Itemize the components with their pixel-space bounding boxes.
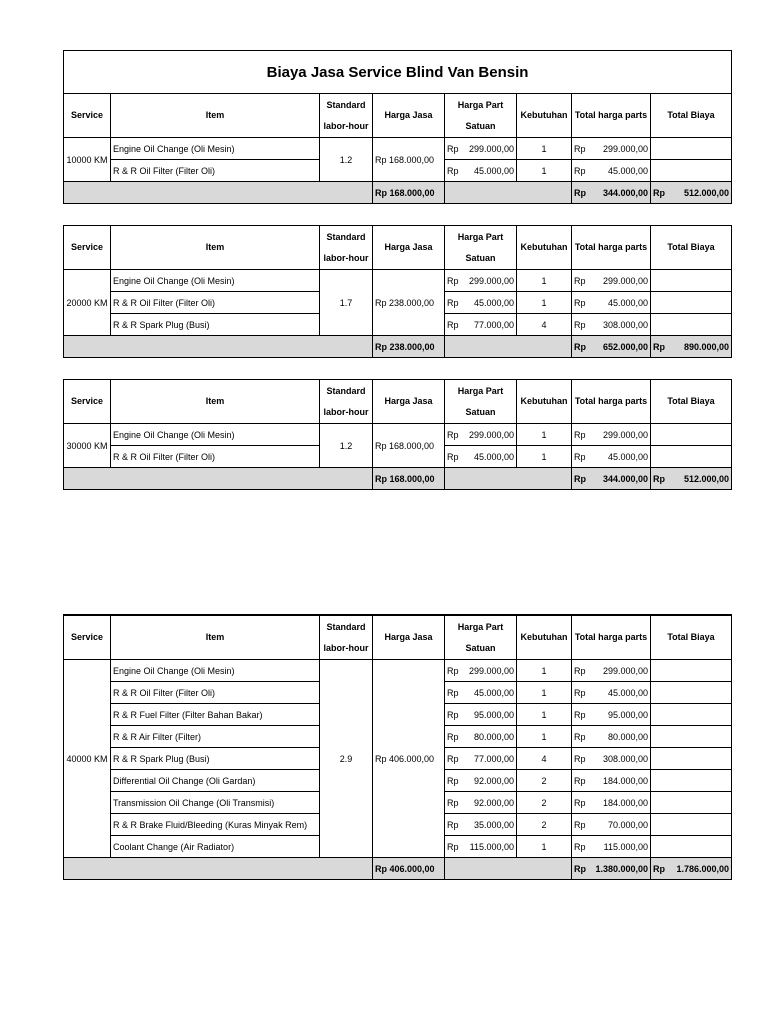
header-service: Service (64, 226, 111, 270)
amount-value: 115.000,00 (603, 841, 648, 852)
currency-label: Rp (574, 775, 586, 786)
total-spacer (445, 182, 572, 204)
item-name: Differential Oil Change (Oli Gardan) (111, 770, 320, 792)
header-total-biaya: Total Biaya (651, 226, 732, 270)
total-spacer (64, 858, 373, 880)
header-harga-jasa: Harga Jasa (373, 94, 445, 138)
kebutuhan-qty: 1 (517, 446, 572, 468)
sum-total-biaya (651, 182, 732, 204)
kebutuhan-qty: 1 (517, 270, 572, 292)
header-service: Service (64, 380, 111, 424)
kebutuhan-qty: 1 (517, 682, 572, 704)
total-row (64, 858, 732, 880)
kebutuhan-qty: 1 (517, 160, 572, 182)
header-total-biaya: Total Biaya (651, 380, 732, 424)
total-spacer (64, 182, 373, 204)
total-harga-parts (572, 748, 651, 770)
currency-label: Rp (574, 797, 586, 808)
header-service: Service (64, 615, 111, 660)
currency-label: Rp (574, 665, 586, 676)
item-name: R & R Oil Filter (Filter Oli) (111, 446, 320, 468)
amount-value: 512.000,00 (684, 187, 730, 198)
harga-jasa: Rp 168.000,00 (373, 138, 445, 182)
currency-label: Rp (447, 143, 459, 154)
total-harga-parts (572, 770, 651, 792)
header-labor-line2: labor-hour (323, 252, 369, 263)
currency-label: Rp (574, 753, 586, 764)
currency-label: Rp (447, 665, 459, 676)
header-part-line2: Satuan (465, 120, 496, 131)
total-biaya-empty (651, 682, 732, 704)
total-harga-parts (572, 660, 651, 682)
harga-part (445, 748, 517, 770)
item-name: R & R Brake Fluid/Bleeding (Kuras Minyak Rem) (111, 814, 320, 836)
item-name: Engine Oil Change (Oli Mesin) (111, 660, 320, 682)
item-name: R & R Oil Filter (Filter Oli) (111, 682, 320, 704)
amount-value: 299.000,00 (468, 143, 514, 154)
labor-hour: 2.9 (320, 660, 373, 858)
currency-label: Rp (574, 319, 586, 330)
total-spacer (445, 858, 572, 880)
harga-part (445, 792, 517, 814)
item-name: R & R Fuel Filter (Filter Bahan Bakar) (111, 704, 320, 726)
harga-part (445, 446, 517, 468)
kebutuhan-qty: 2 (517, 770, 572, 792)
kebutuhan-qty: 4 (517, 748, 572, 770)
harga-part (445, 424, 517, 446)
header-total-parts: Total harga parts (572, 615, 651, 660)
item-name: Engine Oil Change (Oli Mesin) (111, 424, 320, 446)
service-interval: 20000 KM (64, 270, 111, 336)
currency-label: Rp (447, 319, 459, 330)
header-service: Service (64, 94, 111, 138)
service-table (63, 614, 732, 880)
total-biaya-empty (651, 314, 732, 336)
currency-label: Rp (447, 687, 459, 698)
total-biaya-empty (651, 292, 732, 314)
currency-label: Rp (574, 687, 586, 698)
currency-label: Rp (574, 429, 586, 440)
header-total-parts: Total harga parts (572, 226, 651, 270)
sum-total-parts (572, 858, 651, 880)
currency-label: Rp (574, 341, 586, 352)
sum-harga-jasa: Rp 406.000,00 (373, 858, 445, 880)
service-table-block (63, 225, 731, 358)
harga-jasa: Rp 406.000,00 (373, 660, 445, 858)
header-labor (320, 380, 373, 424)
service-interval: 40000 KM (64, 660, 111, 858)
currency-label: Rp (447, 797, 459, 808)
header-item: Item (111, 226, 320, 270)
total-harga-parts (572, 726, 651, 748)
header-kebutuhan: Kebutuhan (517, 226, 572, 270)
total-biaya-empty (651, 748, 732, 770)
harga-part (445, 704, 517, 726)
item-name: R & R Air Filter (Filter) (111, 726, 320, 748)
currency-label: Rp (574, 275, 586, 286)
total-spacer (445, 336, 572, 358)
amount-value: 344.000,00 (602, 187, 648, 198)
currency-label: Rp (447, 753, 459, 764)
currency-label: Rp (653, 473, 665, 484)
total-harga-parts (572, 682, 651, 704)
total-biaya-empty (651, 660, 732, 682)
header-part-line1: Harga Part (457, 231, 504, 242)
table-row (64, 270, 732, 292)
amount-value: 1.786.000,00 (676, 863, 729, 874)
amount-value: 308.000,00 (602, 753, 648, 764)
total-biaya-empty (651, 814, 732, 836)
labor-hour: 1.2 (320, 424, 373, 468)
amount-value: 80.000,00 (607, 731, 648, 742)
header-harga-jasa: Harga Jasa (373, 380, 445, 424)
header-part-line2: Satuan (465, 252, 496, 263)
amount-value: 115.000,00 (469, 841, 514, 852)
currency-label: Rp (653, 341, 665, 352)
header-labor-line2: labor-hour (323, 406, 369, 417)
header-kebutuhan: Kebutuhan (517, 380, 572, 424)
total-harga-parts (572, 792, 651, 814)
total-harga-parts (572, 836, 651, 858)
amount-value: 299.000,00 (602, 665, 648, 676)
total-harga-parts (572, 446, 651, 468)
amount-value: 344.000,00 (602, 473, 648, 484)
amount-value: 299.000,00 (602, 275, 648, 286)
sum-harga-jasa: Rp 168.000,00 (373, 182, 445, 204)
header-item: Item (111, 615, 320, 660)
header-harga-part (445, 380, 517, 424)
harga-jasa: Rp 238.000,00 (373, 270, 445, 336)
header-part-line2: Satuan (465, 406, 496, 417)
currency-label: Rp (447, 731, 459, 742)
amount-value: 45.000,00 (607, 451, 648, 462)
amount-value: 80.000,00 (473, 731, 514, 742)
header-harga-part (445, 94, 517, 138)
header-item: Item (111, 380, 320, 424)
currency-label: Rp (653, 863, 665, 874)
amount-value: 299.000,00 (468, 275, 514, 286)
kebutuhan-qty: 1 (517, 424, 572, 446)
table-row (64, 138, 732, 160)
header-labor-line2: labor-hour (323, 642, 369, 653)
currency-label: Rp (447, 429, 459, 440)
sum-harga-jasa: Rp 168.000,00 (373, 468, 445, 490)
total-harga-parts (572, 292, 651, 314)
kebutuhan-qty: 1 (517, 726, 572, 748)
amount-value: 299.000,00 (602, 143, 648, 154)
header-labor (320, 94, 373, 138)
kebutuhan-qty: 2 (517, 792, 572, 814)
total-harga-parts (572, 138, 651, 160)
amount-value: 512.000,00 (683, 473, 729, 484)
item-name: R & R Spark Plug (Busi) (111, 748, 320, 770)
total-biaya-empty (651, 836, 732, 858)
currency-label: Rp (574, 731, 586, 742)
harga-part (445, 726, 517, 748)
service-table-block (63, 379, 731, 490)
amount-value: 299.000,00 (602, 429, 648, 440)
amount-value: 95.000,00 (607, 709, 648, 720)
sum-harga-jasa: Rp 238.000,00 (373, 336, 445, 358)
kebutuhan-qty: 1 (517, 138, 572, 160)
header-harga-part (445, 226, 517, 270)
currency-label: Rp (574, 297, 586, 308)
sum-total-parts (572, 182, 651, 204)
amount-value: 92.000,00 (473, 797, 514, 808)
kebutuhan-qty: 1 (517, 836, 572, 858)
harga-part (445, 314, 517, 336)
total-harga-parts (572, 424, 651, 446)
currency-label: Rp (574, 841, 586, 852)
currency-label: Rp (574, 451, 586, 462)
harga-part (445, 138, 517, 160)
service-table (63, 50, 732, 204)
header-kebutuhan: Kebutuhan (517, 94, 572, 138)
harga-part (445, 836, 517, 858)
total-harga-parts (572, 314, 651, 336)
currency-label: Rp (574, 165, 586, 176)
amount-value: 70.000,00 (607, 819, 648, 830)
sum-total-biaya (651, 858, 732, 880)
sum-total-biaya (651, 468, 732, 490)
currency-label: Rp (447, 275, 459, 286)
harga-part (445, 270, 517, 292)
currency-label: Rp (574, 187, 586, 198)
labor-hour: 1.2 (320, 138, 373, 182)
total-biaya-empty (651, 704, 732, 726)
amount-value: 1.380.000,00 (595, 863, 648, 874)
amount-value: 45.000,00 (473, 451, 514, 462)
currency-label: Rp (447, 841, 459, 852)
service-table (63, 379, 732, 490)
currency-label: Rp (574, 143, 586, 154)
amount-value: 95.000,00 (473, 709, 514, 720)
item-name: Engine Oil Change (Oli Mesin) (111, 270, 320, 292)
amount-value: 92.000,00 (473, 775, 514, 786)
currency-label: Rp (447, 775, 459, 786)
header-part-line1: Harga Part (457, 621, 504, 632)
currency-label: Rp (447, 819, 459, 830)
harga-part (445, 660, 517, 682)
amount-value: 299.000,00 (468, 429, 514, 440)
kebutuhan-qty: 2 (517, 814, 572, 836)
header-harga-jasa: Harga Jasa (373, 615, 445, 660)
item-name: R & R Spark Plug (Busi) (111, 314, 320, 336)
header-labor-line2: labor-hour (323, 120, 369, 131)
currency-label: Rp (447, 165, 459, 176)
currency-label: Rp (447, 709, 459, 720)
service-table (63, 225, 732, 358)
sum-total-biaya (651, 336, 732, 358)
header-part-line2: Satuan (465, 642, 496, 653)
amount-value: 45.000,00 (473, 687, 514, 698)
header-total-parts: Total harga parts (572, 380, 651, 424)
header-total-biaya: Total Biaya (651, 94, 732, 138)
amount-value: 308.000,00 (602, 319, 648, 330)
currency-label: Rp (653, 187, 665, 198)
header-labor (320, 615, 373, 660)
total-harga-parts (572, 814, 651, 836)
service-table-block (63, 50, 731, 204)
total-row (64, 468, 732, 490)
currency-label: Rp (574, 863, 586, 874)
kebutuhan-qty: 1 (517, 292, 572, 314)
header-item: Item (111, 94, 320, 138)
header-harga-jasa: Harga Jasa (373, 226, 445, 270)
kebutuhan-qty: 4 (517, 314, 572, 336)
currency-label: Rp (447, 297, 459, 308)
header-labor-line1: Standard (326, 385, 366, 396)
kebutuhan-qty: 1 (517, 660, 572, 682)
currency-label: Rp (447, 451, 459, 462)
item-name: Engine Oil Change (Oli Mesin) (111, 138, 320, 160)
amount-value: 45.000,00 (607, 297, 648, 308)
harga-part (445, 682, 517, 704)
kebutuhan-qty: 1 (517, 704, 572, 726)
item-name: Transmission Oil Change (Oli Transmisi) (111, 792, 320, 814)
item-name: R & R Oil Filter (Filter Oli) (111, 160, 320, 182)
total-row (64, 182, 732, 204)
total-harga-parts (572, 704, 651, 726)
amount-value: 890.000,00 (683, 341, 729, 352)
sum-total-parts (572, 468, 651, 490)
header-total-biaya: Total Biaya (651, 615, 732, 660)
amount-value: 652.000,00 (602, 341, 648, 352)
amount-value: 77.000,00 (473, 319, 514, 330)
total-harga-parts (572, 160, 651, 182)
total-biaya-empty (651, 770, 732, 792)
amount-value: 45.000,00 (607, 165, 648, 176)
header-part-line1: Harga Part (457, 99, 504, 110)
service-table-block (63, 614, 731, 880)
amount-value: 45.000,00 (473, 165, 514, 176)
service-interval: 30000 KM (64, 424, 111, 468)
harga-part (445, 160, 517, 182)
amount-value: 77.000,00 (473, 753, 514, 764)
total-biaya-empty (651, 792, 732, 814)
table-row (64, 660, 732, 682)
item-name: Coolant Change (Air Radiator) (111, 836, 320, 858)
currency-label: Rp (574, 709, 586, 720)
header-total-parts: Total harga parts (572, 94, 651, 138)
total-biaya-empty (651, 160, 732, 182)
currency-label: Rp (574, 473, 586, 484)
table-row (64, 424, 732, 446)
header-labor-line1: Standard (326, 231, 366, 242)
total-harga-parts (572, 270, 651, 292)
total-row (64, 336, 732, 358)
labor-hour: 1.7 (320, 270, 373, 336)
total-spacer (64, 468, 373, 490)
total-biaya-empty (651, 138, 732, 160)
header-part-line1: Harga Part (457, 385, 504, 396)
harga-jasa: Rp 168.000,00 (373, 424, 445, 468)
amount-value: 35.000,00 (473, 819, 514, 830)
total-biaya-empty (651, 726, 732, 748)
sum-total-parts (572, 336, 651, 358)
header-harga-part (445, 615, 517, 660)
header-kebutuhan: Kebutuhan (517, 615, 572, 660)
harga-part (445, 770, 517, 792)
harga-part (445, 814, 517, 836)
service-interval: 10000 KM (64, 138, 111, 182)
total-biaya-empty (651, 424, 732, 446)
harga-part (445, 292, 517, 314)
amount-value: 184.000,00 (602, 797, 648, 808)
amount-value: 45.000,00 (607, 687, 648, 698)
item-name: R & R Oil Filter (Filter Oli) (111, 292, 320, 314)
amount-value: 45.000,00 (473, 297, 514, 308)
total-spacer (64, 336, 373, 358)
amount-value: 299.000,00 (468, 665, 514, 676)
header-labor-line1: Standard (326, 99, 366, 110)
total-biaya-empty (651, 446, 732, 468)
header-labor (320, 226, 373, 270)
header-labor-line1: Standard (326, 621, 366, 632)
page-title: Biaya Jasa Service Blind Van Bensin (64, 51, 732, 94)
currency-label: Rp (574, 819, 586, 830)
total-biaya-empty (651, 270, 732, 292)
amount-value: 184.000,00 (602, 775, 648, 786)
total-spacer (445, 468, 572, 490)
